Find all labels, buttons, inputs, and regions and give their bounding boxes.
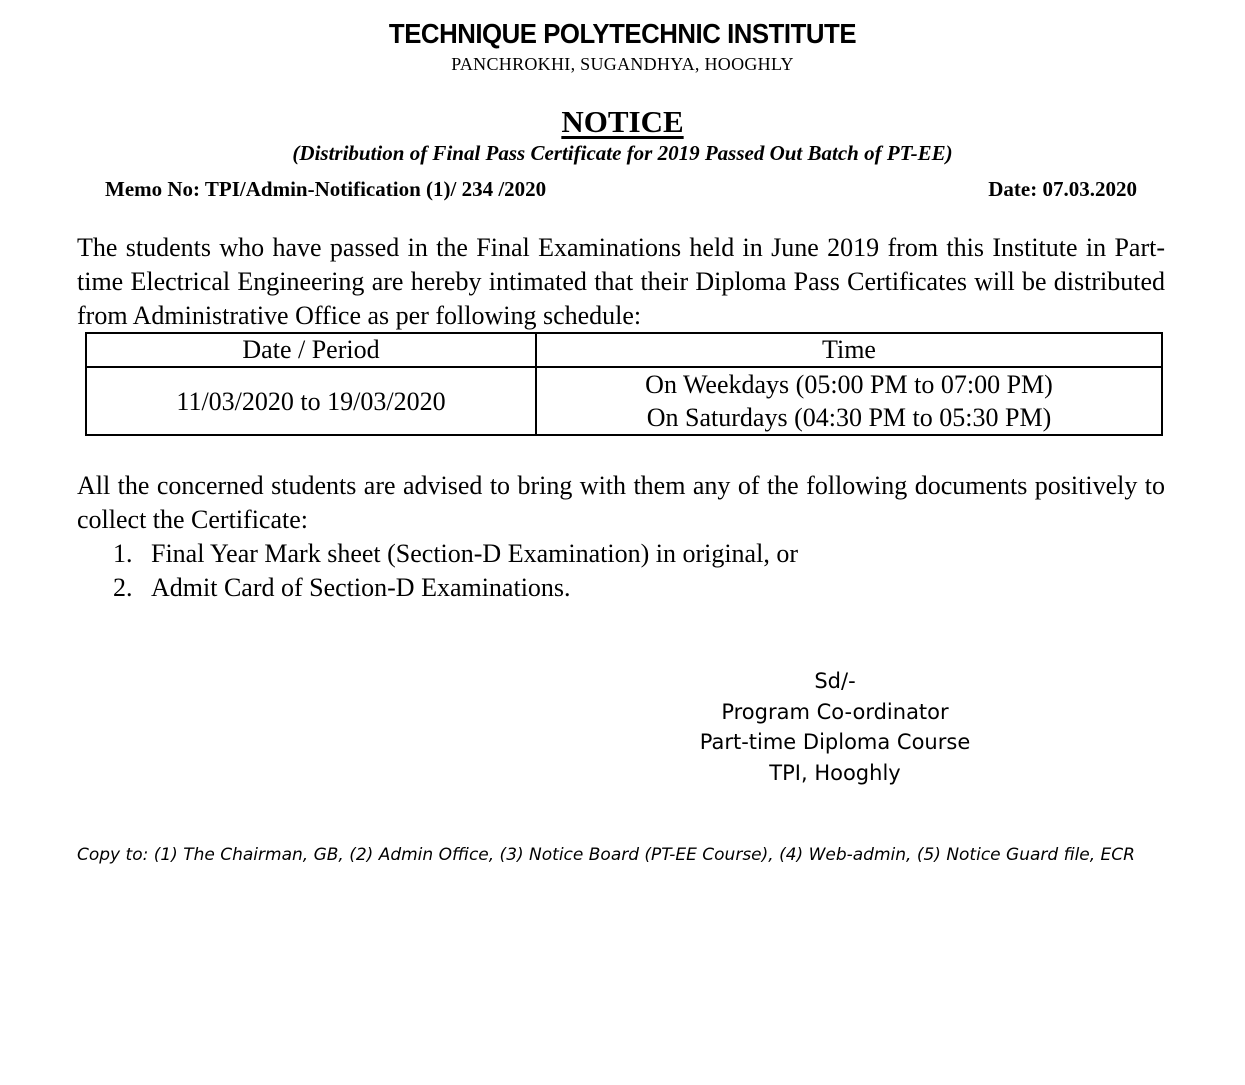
signature-course: Part-time Diploma Course <box>699 730 971 754</box>
signature-sd: Sd/- <box>814 669 856 693</box>
header-date-period: Date / Period <box>86 333 536 367</box>
documents-list <box>113 537 798 605</box>
time-saturdays: On Saturdays (04:30 PM to 05:30 PM) <box>646 403 1052 432</box>
schedule-table <box>85 332 1163 436</box>
list-item <box>113 571 798 605</box>
list-item <box>113 537 798 571</box>
signature-office: TPI, Hooghly <box>769 760 901 785</box>
institute-address: PANCHROKHI, SUGANDHYA, HOOGHLY <box>451 54 794 74</box>
memo-line <box>105 177 1137 202</box>
time-weekdays: On Weekdays (05:00 PM to 07:00 PM) <box>645 370 1053 399</box>
table-header-row <box>86 333 1162 367</box>
table-row <box>86 367 1162 435</box>
memo-number: Memo No: TPI/Admin-Notification (1)/ 234 /2020 <box>105 177 547 201</box>
list-item-text: Admit Card of Section-D Examinations. <box>151 573 571 602</box>
cell-period: 11/03/2020 to 19/03/2020 <box>86 367 536 435</box>
signature-designation: Program Co-ordinator <box>721 699 949 724</box>
copy-to-line: Copy to: (1) The Chairman, GB, (2) Admin Office, (3) Notice Board (PT-EE Course), (4) Web-admin, (5) Notice Guard file, ECR <box>77 845 1135 865</box>
institute-name: TECHNIQUE POLYTECHNIC INSTITUTE <box>388 18 857 49</box>
list-item-number: 1. <box>113 539 133 568</box>
notice-title: NOTICE <box>561 104 684 139</box>
header-time: Time <box>536 333 1162 367</box>
intro-paragraph: The students who have passed in the Final Examinations held in June 2019 from this Institute in Part-time Electrical Engineering are hereby intimated that their Diploma Pass Certificates will be distributed from Administrative Office as per following schedule: <box>77 233 1165 330</box>
documents-paragraph: All the concerned students are advised to bring with them any of the following documents positively to collect the Certificate: <box>77 471 1165 534</box>
notice-subtitle: (Distribution of Final Pass Certificate for 2019 Passed Out Batch of PT-EE) <box>292 141 953 165</box>
list-item-number: 2. <box>113 573 133 602</box>
notice-date: Date: 07.03.2020 <box>988 177 1137 201</box>
list-item-text: Final Year Mark sheet (Section-D Examination) in original, or <box>151 539 798 568</box>
signature-block <box>640 666 1030 788</box>
cell-time <box>536 367 1162 435</box>
